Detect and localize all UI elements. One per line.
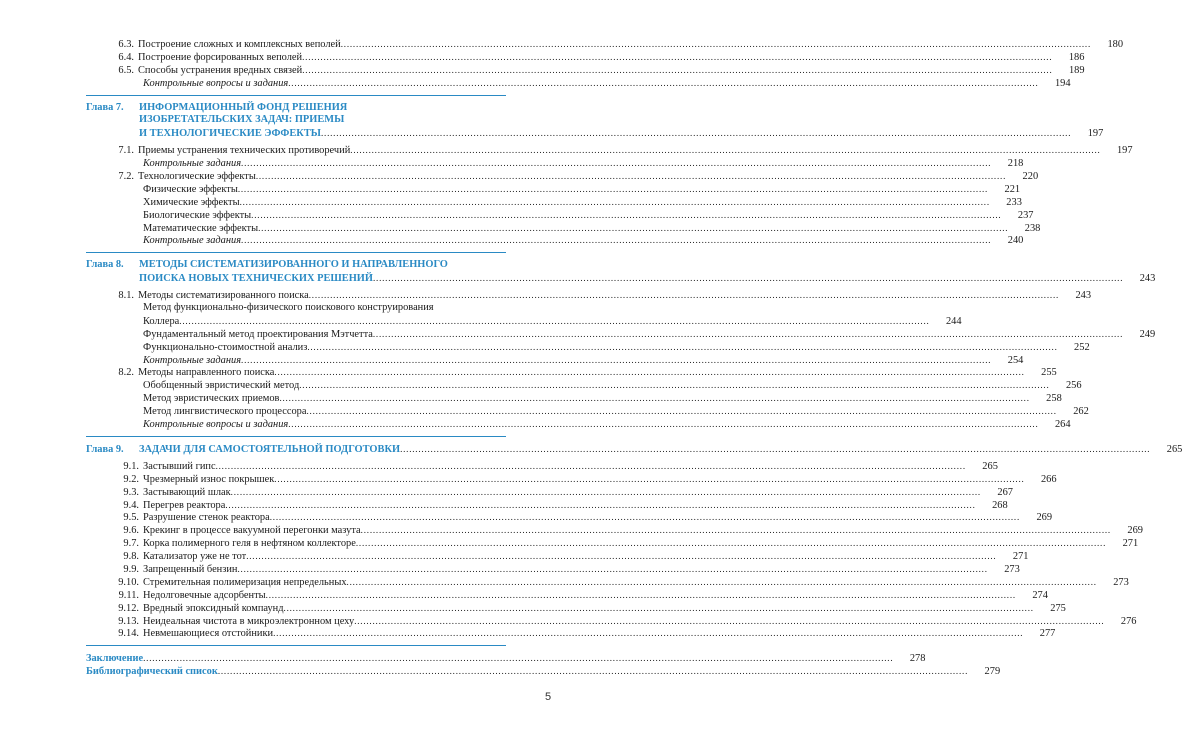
entry-page: 269 bbox=[1127, 525, 1143, 537]
entry-title: Контрольные вопросы и задания bbox=[143, 419, 289, 431]
entry-title: Методы направленного поиска bbox=[138, 367, 275, 379]
entry-title: Метод лингвистического процессора bbox=[143, 406, 307, 418]
entry-page: 268 bbox=[992, 499, 1008, 511]
entry-page: 233 bbox=[1006, 196, 1022, 208]
entry-title: Перегрев реактора bbox=[143, 499, 226, 511]
toc-entry[interactable] bbox=[86, 354, 1024, 367]
entry-page: 262 bbox=[1073, 406, 1089, 418]
leader-dots bbox=[273, 627, 1023, 640]
toc-entry[interactable] bbox=[86, 418, 1071, 431]
entry-number: 9.8. bbox=[123, 551, 139, 563]
entry-title: Стремительная полимеризация непредельных bbox=[143, 576, 347, 588]
leader-dots bbox=[288, 77, 1038, 90]
entry-title: Приемы устранения технических противоречий bbox=[138, 145, 351, 157]
entry-title: Контрольные задания bbox=[143, 235, 242, 247]
toc-entry[interactable] bbox=[86, 328, 1156, 341]
leader-dots bbox=[231, 486, 981, 499]
entry-title: Метод эвристических приемов bbox=[143, 393, 280, 405]
leader-dots bbox=[274, 473, 1024, 486]
toc-entry[interactable] bbox=[86, 366, 1057, 379]
entry-number: 6.5. bbox=[118, 64, 134, 76]
toc-entry[interactable] bbox=[86, 392, 1062, 405]
entry-title: Обобщенный эвристический метод bbox=[143, 380, 300, 392]
entry-title: Физические эффекты bbox=[143, 183, 238, 195]
leader-dots bbox=[341, 38, 1091, 51]
entry-page: 220 bbox=[1022, 171, 1039, 183]
toc-entry[interactable] bbox=[86, 550, 1029, 563]
entry-page: 264 bbox=[1054, 419, 1071, 431]
entry-title: Катализатор уже не тот bbox=[143, 551, 247, 563]
entry-number: 9.3. bbox=[123, 486, 139, 498]
chapter-title-line1: МЕТОДЫ СИСТЕМАТИЗИРОВАННОГО И НАПРАВЛЕННОГО bbox=[139, 259, 448, 271]
toc-entry[interactable] bbox=[86, 64, 1085, 77]
entry-title: Крекинг в процессе вакуумной перегонки мазута bbox=[143, 525, 361, 537]
chapter-label: Глава 9. bbox=[86, 443, 124, 455]
leader-dots bbox=[241, 157, 991, 170]
leader-dots bbox=[302, 64, 1052, 77]
entry-page: 252 bbox=[1074, 341, 1090, 353]
entry-number: 9.9. bbox=[123, 563, 139, 575]
leader-dots bbox=[356, 537, 1106, 550]
entry-title: Недолговечные адсорбенты bbox=[143, 589, 266, 601]
leader-dots bbox=[279, 392, 1029, 405]
entry-page: 218 bbox=[1007, 158, 1024, 170]
chapter-heading-cont bbox=[86, 127, 1104, 140]
table-of-contents bbox=[86, 38, 1182, 678]
toc-entry[interactable] bbox=[86, 473, 1057, 486]
entry-page: 238 bbox=[1024, 222, 1041, 234]
toc-entry[interactable] bbox=[86, 524, 1143, 537]
entry-number: 8.1. bbox=[118, 290, 134, 302]
entry-number: 7.1. bbox=[118, 145, 134, 157]
chapter-heading-cont bbox=[86, 272, 1156, 285]
entry-title: Запрещенный бензин bbox=[143, 563, 238, 575]
entry-number: 9.14. bbox=[118, 628, 139, 640]
toc-entry[interactable] bbox=[86, 563, 1020, 576]
page-number: 5 bbox=[545, 691, 552, 703]
entry-page: 237 bbox=[1017, 209, 1034, 221]
entry-number: 9.4. bbox=[123, 499, 139, 511]
entry-number: 6.4. bbox=[118, 51, 134, 63]
entry-title: Метод функционально-физического поискового конструирования bbox=[143, 302, 434, 314]
entry-page: 243 bbox=[1075, 290, 1092, 302]
toc-entry-conclusion[interactable] bbox=[86, 652, 926, 665]
toc-entry[interactable] bbox=[86, 289, 1092, 302]
entry-title: Корка полимерного геля в нефтяном коллекторе bbox=[143, 538, 356, 550]
entry-page: 274 bbox=[1032, 589, 1048, 601]
entry-title: Коллера bbox=[143, 315, 180, 327]
leader-dots bbox=[309, 289, 1059, 302]
entry-title: Застывший гипс bbox=[143, 460, 216, 472]
entry-page: 189 bbox=[1068, 64, 1085, 76]
toc-entry[interactable] bbox=[86, 615, 1137, 628]
section-divider bbox=[86, 252, 506, 253]
toc-entry[interactable] bbox=[86, 209, 1034, 222]
leader-dots bbox=[216, 460, 966, 473]
chapter-page: 243 bbox=[1139, 273, 1156, 285]
toc-entry[interactable] bbox=[86, 51, 1085, 64]
leader-dots bbox=[288, 418, 1038, 431]
entry-page: 258 bbox=[1046, 393, 1062, 405]
entry-title: Построение форсированных веполей bbox=[138, 51, 303, 63]
toc-entry[interactable] bbox=[86, 341, 1090, 354]
leader-dots bbox=[270, 511, 1020, 524]
leader-dots bbox=[306, 405, 1056, 418]
entry-title: Контрольные задания bbox=[143, 354, 242, 366]
leader-dots bbox=[347, 576, 1097, 589]
entry-page: 273 bbox=[1004, 563, 1020, 575]
entry-title: Неидеальная чистота в микроэлектронном цеху bbox=[143, 615, 355, 627]
toc-entry[interactable] bbox=[86, 627, 1056, 640]
entry-number: 9.10. bbox=[118, 576, 139, 588]
entry-title: Математические эффекты bbox=[143, 222, 259, 234]
leader-dots bbox=[299, 379, 1049, 392]
toc-entry[interactable] bbox=[86, 77, 1071, 90]
entry-number: 9.5. bbox=[123, 512, 139, 524]
entry-number: 9.1. bbox=[123, 460, 139, 472]
entry-page: 275 bbox=[1050, 602, 1066, 614]
entry-number: 9.6. bbox=[123, 525, 139, 537]
leader-dots bbox=[373, 272, 1123, 285]
leader-dots bbox=[218, 665, 968, 678]
leader-dots bbox=[240, 196, 990, 209]
section-divider bbox=[86, 436, 506, 437]
leader-dots bbox=[241, 234, 991, 247]
entry-number: 9.11. bbox=[118, 589, 139, 601]
entry-page: 186 bbox=[1068, 51, 1085, 63]
toc-entry[interactable] bbox=[86, 499, 1008, 512]
chapter-label: Глава 8. bbox=[86, 259, 124, 271]
entry-page: 265 bbox=[982, 460, 998, 472]
leader-dots bbox=[256, 170, 1006, 183]
chapter-9 bbox=[86, 443, 1182, 456]
leader-dots bbox=[373, 328, 1123, 341]
entry-title: Построение сложных и комплексных веполей bbox=[138, 39, 341, 50]
chapter-title-line3: И ТЕХНОЛОГИЧЕСКИЕ ЭФФЕКТЫ bbox=[139, 128, 321, 140]
entry-page: 279 bbox=[984, 666, 1001, 678]
toc-entry[interactable] bbox=[86, 537, 1139, 550]
leader-dots bbox=[238, 183, 988, 196]
entry-number: 7.2. bbox=[118, 171, 134, 183]
toc-entry-bibliography[interactable] bbox=[86, 665, 1001, 678]
leader-dots bbox=[284, 602, 1034, 615]
entry-title: Технологические эффекты bbox=[138, 171, 256, 183]
toc-entry[interactable] bbox=[86, 234, 1024, 247]
chapter-heading[interactable] bbox=[86, 443, 1182, 456]
entry-title: Методы систематизированного поиска bbox=[138, 290, 309, 302]
entry-title: Фундаментальный метод проектирования Мэтчетта bbox=[143, 328, 373, 340]
entry-number: 9.12. bbox=[118, 602, 139, 614]
toc-entry[interactable] bbox=[86, 170, 1039, 183]
entry-number: 9.7. bbox=[123, 538, 139, 550]
leader-dots bbox=[266, 589, 1016, 602]
leader-dots bbox=[321, 127, 1071, 140]
entry-number: 6.3. bbox=[118, 39, 134, 50]
toc-entry[interactable] bbox=[86, 183, 1021, 196]
chapter-7 bbox=[86, 101, 1104, 141]
entry-page: 255 bbox=[1041, 367, 1057, 379]
entry-page: 267 bbox=[997, 486, 1013, 498]
toc-entry[interactable] bbox=[86, 196, 1022, 209]
leader-dots bbox=[251, 209, 1001, 222]
entry-page: 276 bbox=[1120, 615, 1137, 627]
entry-page: 249 bbox=[1139, 328, 1156, 340]
leader-dots bbox=[237, 563, 987, 576]
entry-title: Застывающий шлак bbox=[143, 486, 231, 498]
leader-dots bbox=[258, 222, 1008, 235]
leader-dots bbox=[307, 341, 1057, 354]
entry-title: Чрезмерный износ покрышек bbox=[143, 473, 275, 485]
entry-page: 271 bbox=[1012, 551, 1029, 563]
entry-page: 254 bbox=[1007, 354, 1024, 366]
entry-title: Химические эффекты bbox=[143, 196, 240, 208]
entry-title: Невмешающиеся отстойники bbox=[143, 628, 274, 640]
toc-entry-cont[interactable] bbox=[86, 315, 962, 328]
entry-page: 194 bbox=[1054, 77, 1071, 89]
toc-entry[interactable] bbox=[86, 379, 1082, 392]
toc-entry[interactable] bbox=[86, 302, 506, 315]
entry-page: 197 bbox=[1116, 145, 1133, 157]
entry-number: 9.13. bbox=[118, 615, 139, 627]
chapter-title-line2: ПОИСКА НОВЫХ ТЕХНИЧЕСКИХ РЕШЕНИЙ bbox=[139, 273, 373, 285]
entry-title: Способы устранения вредных связей bbox=[138, 64, 303, 76]
chapter-heading[interactable] bbox=[86, 259, 506, 272]
toc-entry[interactable] bbox=[86, 144, 1133, 157]
entry-page: 277 bbox=[1039, 628, 1056, 640]
leader-dots bbox=[361, 524, 1111, 537]
chapter-title: ЗАДАЧИ ДЛЯ САМОСТОЯТЕЛЬНОЙ ПОДГОТОВКИ bbox=[139, 443, 401, 455]
toc-entry[interactable] bbox=[86, 460, 998, 473]
chapter-heading[interactable] bbox=[86, 102, 506, 115]
leader-dots bbox=[179, 315, 929, 328]
leader-dots bbox=[302, 51, 1052, 64]
entry-page: 278 bbox=[909, 653, 926, 665]
chapter-title-line2: ИЗОБРЕТАТЕЛЬСКИХ ЗАДАЧ: ПРИЕМЫ bbox=[139, 114, 345, 126]
leader-dots bbox=[354, 615, 1104, 628]
chapter-heading-cont bbox=[86, 114, 506, 127]
leader-dots bbox=[350, 144, 1100, 157]
toc-entry[interactable] bbox=[86, 38, 1124, 51]
section-divider bbox=[86, 95, 506, 96]
leader-dots bbox=[246, 550, 996, 563]
leader-dots bbox=[274, 366, 1024, 379]
entry-number: 9.2. bbox=[123, 473, 139, 485]
entry-title: Вредный эпоксидный компаунд bbox=[143, 602, 284, 614]
chapter-page: 265 bbox=[1166, 443, 1182, 455]
ch6-items bbox=[86, 38, 1124, 90]
entry-page: 266 bbox=[1040, 473, 1057, 485]
entry-page: 180 bbox=[1107, 39, 1124, 50]
entry-page: 273 bbox=[1113, 576, 1129, 588]
entry-title: Биологические эффекты bbox=[143, 209, 252, 221]
leader-dots bbox=[241, 354, 991, 367]
entry-title: Библиографический список bbox=[86, 666, 218, 678]
entry-page: 244 bbox=[945, 315, 962, 327]
entry-title: Заключение bbox=[86, 653, 144, 665]
chapter-title-line1: ИНФОРМАЦИОННЫЙ ФОНД РЕШЕНИЯ bbox=[139, 101, 348, 113]
toc-entry[interactable] bbox=[86, 589, 1048, 602]
entry-title: Функционально-стоимостной анализ bbox=[143, 341, 308, 353]
entry-page: 221 bbox=[1004, 183, 1021, 195]
entry-page: 271 bbox=[1122, 538, 1139, 550]
entry-page: 269 bbox=[1036, 512, 1053, 524]
entry-page: 256 bbox=[1065, 380, 1082, 392]
leader-dots bbox=[225, 499, 975, 512]
toc-entry[interactable] bbox=[86, 405, 1089, 418]
entry-number: 8.2. bbox=[118, 367, 134, 379]
toc-entry[interactable] bbox=[86, 511, 1053, 524]
entry-page: 240 bbox=[1007, 235, 1024, 247]
toc-entry[interactable] bbox=[86, 486, 1013, 499]
leader-dots bbox=[143, 652, 893, 665]
entry-title: Контрольные вопросы и задания bbox=[143, 77, 289, 89]
toc-entry[interactable] bbox=[86, 222, 1041, 235]
entry-title: Разрушение стенок реактора bbox=[143, 512, 270, 524]
toc-entry[interactable] bbox=[86, 602, 1066, 615]
chapter-label: Глава 7. bbox=[86, 101, 124, 113]
toc-entry[interactable] bbox=[86, 576, 1129, 589]
chapter-page: 197 bbox=[1087, 128, 1104, 140]
toc-entry[interactable] bbox=[86, 157, 1024, 170]
entry-title: Контрольные задания bbox=[143, 158, 242, 170]
leader-dots bbox=[400, 443, 1150, 456]
chapter-8 bbox=[86, 259, 1156, 285]
